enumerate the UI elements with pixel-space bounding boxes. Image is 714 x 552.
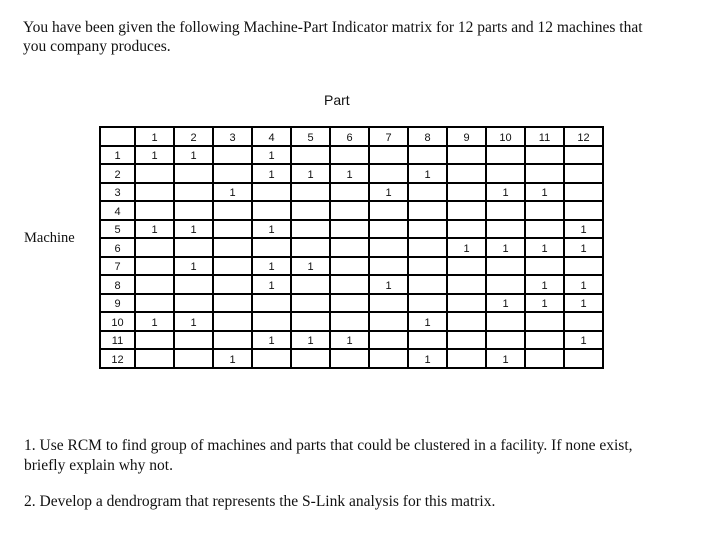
matrix-cell bbox=[213, 164, 252, 183]
matrix-cell: 1 bbox=[408, 312, 447, 331]
matrix-cell: 1 bbox=[408, 164, 447, 183]
matrix-cell bbox=[213, 294, 252, 313]
matrix-cell bbox=[564, 146, 603, 165]
matrix-cell bbox=[525, 201, 564, 220]
matrix-cell bbox=[447, 183, 486, 202]
part-header-cell: 5 bbox=[291, 127, 330, 146]
matrix-cell bbox=[564, 164, 603, 183]
matrix-cell: 1 bbox=[174, 312, 213, 331]
part-header-cell: 4 bbox=[252, 127, 291, 146]
matrix-cell bbox=[291, 275, 330, 294]
matrix-cell bbox=[564, 201, 603, 220]
matrix-cell bbox=[486, 201, 525, 220]
matrix-cell bbox=[486, 275, 525, 294]
matrix-row bbox=[100, 331, 603, 350]
matrix-row bbox=[100, 220, 603, 239]
matrix-cell bbox=[486, 164, 525, 183]
matrix-row bbox=[100, 257, 603, 276]
matrix-cell bbox=[525, 220, 564, 239]
matrix-cell bbox=[213, 238, 252, 257]
part-header-cell: 2 bbox=[174, 127, 213, 146]
matrix-cell: 1 bbox=[174, 146, 213, 165]
matrix-cell bbox=[135, 201, 174, 220]
matrix-cell bbox=[447, 275, 486, 294]
intro-text: You have been given the following Machine-Part Indicator matrix for 12 parts and 12 machines that you company produces. bbox=[23, 19, 643, 55]
matrix-row bbox=[100, 349, 603, 368]
matrix-cell: 1 bbox=[330, 164, 369, 183]
matrix-cell: 1 bbox=[525, 275, 564, 294]
matrix-cell bbox=[408, 238, 447, 257]
matrix-cell: 1 bbox=[330, 331, 369, 350]
part-header-cell: 3 bbox=[213, 127, 252, 146]
matrix-cell bbox=[525, 349, 564, 368]
matrix-cell bbox=[525, 331, 564, 350]
matrix-cell bbox=[135, 349, 174, 368]
machine-header-cell: 12 bbox=[100, 349, 135, 368]
question-2: 2. Develop a dendrogram that represents the S-Link analysis for this matrix. bbox=[24, 493, 496, 510]
matrix-cell bbox=[369, 238, 408, 257]
matrix-cell bbox=[174, 331, 213, 350]
matrix-cell bbox=[486, 220, 525, 239]
matrix-cell bbox=[291, 220, 330, 239]
matrix-cell bbox=[330, 294, 369, 313]
matrix-cell: 1 bbox=[252, 331, 291, 350]
matrix-cell bbox=[252, 312, 291, 331]
matrix-cell bbox=[525, 146, 564, 165]
matrix-cell: 1 bbox=[525, 238, 564, 257]
matrix-cell: 1 bbox=[486, 349, 525, 368]
matrix-cell bbox=[291, 294, 330, 313]
matrix-cell bbox=[447, 220, 486, 239]
part-header-cell: 10 bbox=[486, 127, 525, 146]
question-1: 1. Use RCM to find group of machines and parts that could be clustered in a facility. If none exist, briefly explain why not. bbox=[24, 437, 633, 474]
matrix-cell bbox=[369, 164, 408, 183]
matrix-cell bbox=[486, 312, 525, 331]
matrix-row bbox=[100, 275, 603, 294]
part-header-cell: 12 bbox=[564, 127, 603, 146]
matrix-row bbox=[100, 146, 603, 165]
matrix-cell bbox=[564, 183, 603, 202]
matrix-cell: 1 bbox=[135, 146, 174, 165]
part-header-cell: 6 bbox=[330, 127, 369, 146]
matrix-cell bbox=[408, 294, 447, 313]
part-header-cell: 1 bbox=[135, 127, 174, 146]
matrix-cell bbox=[174, 183, 213, 202]
matrix-cell bbox=[291, 238, 330, 257]
matrix-cell bbox=[291, 146, 330, 165]
matrix-cell bbox=[252, 349, 291, 368]
matrix-cell bbox=[252, 183, 291, 202]
matrix-cell bbox=[369, 220, 408, 239]
questions-section bbox=[24, 436, 664, 512]
matrix-cell bbox=[213, 275, 252, 294]
matrix-cell bbox=[174, 238, 213, 257]
matrix-cell: 1 bbox=[252, 275, 291, 294]
machine-header-cell: 2 bbox=[100, 164, 135, 183]
matrix-cell bbox=[369, 331, 408, 350]
machine-header-cell: 8 bbox=[100, 275, 135, 294]
matrix-cell bbox=[447, 349, 486, 368]
matrix-cell bbox=[252, 294, 291, 313]
matrix-cell bbox=[369, 312, 408, 331]
matrix-cell bbox=[408, 275, 447, 294]
matrix-cell: 1 bbox=[252, 164, 291, 183]
matrix-cell bbox=[135, 183, 174, 202]
matrix-cell: 1 bbox=[564, 294, 603, 313]
matrix-row bbox=[100, 201, 603, 220]
matrix-cell bbox=[369, 257, 408, 276]
matrix-cell bbox=[408, 220, 447, 239]
matrix-cell bbox=[330, 201, 369, 220]
part-header-cell: 8 bbox=[408, 127, 447, 146]
matrix-cell bbox=[213, 312, 252, 331]
matrix-cell: 1 bbox=[174, 257, 213, 276]
matrix-cell bbox=[135, 275, 174, 294]
matrix-cell: 1 bbox=[213, 183, 252, 202]
matrix-cell bbox=[564, 349, 603, 368]
matrix-cell bbox=[447, 294, 486, 313]
matrix-cell bbox=[369, 146, 408, 165]
part-axis-label: Part bbox=[324, 92, 350, 108]
matrix-cell bbox=[330, 183, 369, 202]
matrix-row bbox=[100, 238, 603, 257]
matrix-cell bbox=[213, 220, 252, 239]
machine-header-cell: 6 bbox=[100, 238, 135, 257]
matrix-row bbox=[100, 164, 603, 183]
matrix-cell: 1 bbox=[486, 294, 525, 313]
matrix-row bbox=[100, 183, 603, 202]
matrix-cell bbox=[135, 238, 174, 257]
matrix-cell bbox=[525, 312, 564, 331]
matrix-cell bbox=[369, 294, 408, 313]
matrix-cell bbox=[252, 201, 291, 220]
matrix-cell bbox=[330, 220, 369, 239]
matrix-cell: 1 bbox=[408, 349, 447, 368]
matrix-cell: 1 bbox=[174, 220, 213, 239]
machine-axis-label: Machine bbox=[24, 230, 75, 246]
matrix-cell bbox=[135, 331, 174, 350]
matrix-cell: 1 bbox=[447, 238, 486, 257]
matrix-cell bbox=[135, 164, 174, 183]
matrix-cell: 1 bbox=[564, 220, 603, 239]
matrix-cell bbox=[213, 146, 252, 165]
matrix-cell bbox=[486, 146, 525, 165]
matrix-cell bbox=[174, 201, 213, 220]
matrix-cell bbox=[291, 183, 330, 202]
matrix-cell: 1 bbox=[564, 331, 603, 350]
matrix-cell bbox=[174, 349, 213, 368]
matrix-cell: 1 bbox=[213, 349, 252, 368]
matrix-cell bbox=[408, 257, 447, 276]
matrix-cell bbox=[330, 238, 369, 257]
matrix-cell bbox=[486, 331, 525, 350]
matrix-cell: 1 bbox=[252, 257, 291, 276]
matrix-cell bbox=[291, 349, 330, 368]
matrix-cell bbox=[408, 146, 447, 165]
matrix-cell bbox=[408, 183, 447, 202]
matrix-cell bbox=[135, 257, 174, 276]
matrix-cell: 1 bbox=[369, 275, 408, 294]
machine-header-cell: 5 bbox=[100, 220, 135, 239]
matrix-cell: 1 bbox=[252, 220, 291, 239]
matrix-cell bbox=[369, 349, 408, 368]
matrix-corner-cell bbox=[100, 127, 135, 146]
matrix-cell bbox=[213, 331, 252, 350]
matrix-cell bbox=[486, 257, 525, 276]
indicator-matrix bbox=[99, 126, 604, 369]
machine-header-cell: 11 bbox=[100, 331, 135, 350]
machine-header-cell: 3 bbox=[100, 183, 135, 202]
matrix-cell bbox=[408, 201, 447, 220]
matrix-cell bbox=[564, 312, 603, 331]
part-header-cell: 7 bbox=[369, 127, 408, 146]
part-header-cell: 11 bbox=[525, 127, 564, 146]
matrix-cell bbox=[525, 257, 564, 276]
matrix-row bbox=[100, 312, 603, 331]
matrix-cell bbox=[447, 164, 486, 183]
matrix-cell bbox=[252, 238, 291, 257]
matrix-cell: 1 bbox=[564, 238, 603, 257]
matrix-cell: 1 bbox=[135, 220, 174, 239]
matrix-cell bbox=[291, 312, 330, 331]
machine-header-cell: 9 bbox=[100, 294, 135, 313]
matrix-cell bbox=[447, 146, 486, 165]
machine-header-cell: 4 bbox=[100, 201, 135, 220]
matrix-cell bbox=[330, 146, 369, 165]
machine-header-cell: 10 bbox=[100, 312, 135, 331]
matrix-cell: 1 bbox=[135, 312, 174, 331]
matrix-cell bbox=[330, 275, 369, 294]
matrix-cell bbox=[369, 201, 408, 220]
matrix-cell bbox=[447, 312, 486, 331]
matrix-cell bbox=[135, 294, 174, 313]
matrix-cell: 1 bbox=[525, 183, 564, 202]
matrix-cell bbox=[408, 331, 447, 350]
matrix-header-row bbox=[100, 127, 603, 146]
matrix-cell bbox=[213, 201, 252, 220]
matrix-cell bbox=[330, 312, 369, 331]
matrix-cell bbox=[447, 331, 486, 350]
matrix-cell bbox=[174, 275, 213, 294]
matrix-cell: 1 bbox=[486, 238, 525, 257]
matrix-cell: 1 bbox=[291, 257, 330, 276]
matrix-cell bbox=[525, 164, 564, 183]
matrix-cell bbox=[330, 349, 369, 368]
matrix-cell bbox=[174, 294, 213, 313]
matrix-cell bbox=[447, 201, 486, 220]
matrix-cell bbox=[291, 201, 330, 220]
matrix-row bbox=[100, 294, 603, 313]
matrix-cell bbox=[174, 164, 213, 183]
matrix-cell: 1 bbox=[564, 275, 603, 294]
matrix-cell bbox=[447, 257, 486, 276]
matrix-cell: 1 bbox=[369, 183, 408, 202]
machine-header-cell: 1 bbox=[100, 146, 135, 165]
matrix-cell: 1 bbox=[252, 146, 291, 165]
matrix-cell: 1 bbox=[291, 331, 330, 350]
matrix-cell bbox=[213, 257, 252, 276]
matrix-cell: 1 bbox=[525, 294, 564, 313]
machine-header-cell: 7 bbox=[100, 257, 135, 276]
matrix-cell bbox=[330, 257, 369, 276]
matrix-cell: 1 bbox=[291, 164, 330, 183]
matrix-cell: 1 bbox=[486, 183, 525, 202]
part-header-cell: 9 bbox=[447, 127, 486, 146]
matrix-cell bbox=[564, 257, 603, 276]
